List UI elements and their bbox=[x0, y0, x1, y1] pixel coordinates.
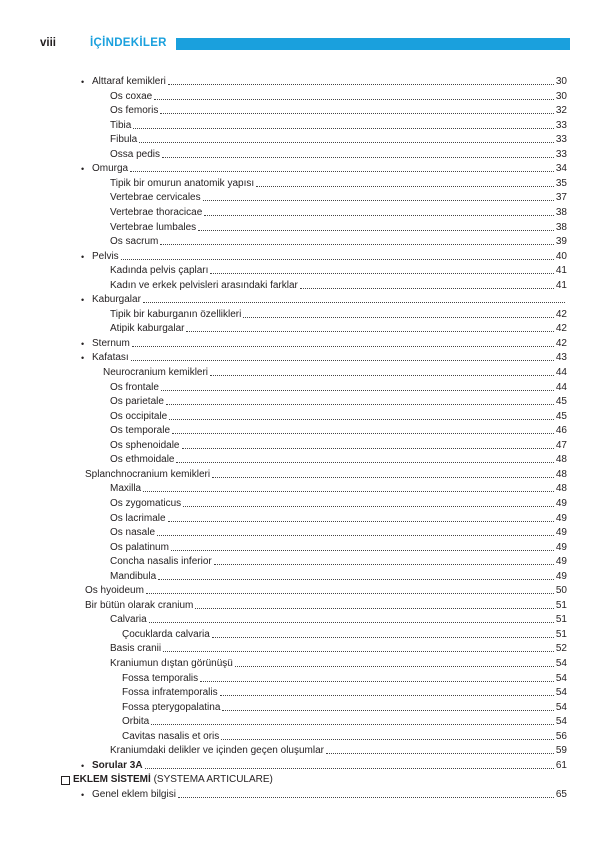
toc-entry-label: Kadında pelvis çapları bbox=[110, 265, 209, 277]
toc-entry bbox=[110, 526, 567, 540]
toc-entry-page: 42 bbox=[555, 323, 567, 335]
toc-entry-page: 38 bbox=[555, 221, 567, 233]
toc-entry-page: 48 bbox=[555, 468, 567, 480]
toc-entry bbox=[110, 381, 567, 395]
toc-entry-label: Os femoris bbox=[110, 105, 159, 117]
toc-entry-label: Vertebrae cervicales bbox=[110, 192, 201, 204]
toc-entry bbox=[92, 75, 567, 89]
toc-entry-label: Çocuklarda calvaria bbox=[122, 628, 210, 640]
bullet-icon: • bbox=[81, 760, 85, 771]
dot-leader bbox=[151, 715, 554, 725]
toc-entry-page: 32 bbox=[555, 105, 567, 117]
toc-entry-label: Os nasale bbox=[110, 527, 156, 539]
toc-entry-label: Os sacrum bbox=[110, 236, 159, 248]
toc-entry bbox=[122, 701, 567, 715]
dot-leader bbox=[172, 424, 554, 434]
toc-entry bbox=[110, 657, 567, 671]
toc-entry-page: 33 bbox=[555, 134, 567, 146]
toc-entry-label: Atipik kaburgalar bbox=[110, 323, 185, 335]
dot-leader bbox=[171, 541, 554, 551]
toc-entry-page: 51 bbox=[555, 599, 567, 611]
toc-entry-page: 30 bbox=[555, 76, 567, 87]
toc-entry-label: Os parietale bbox=[110, 396, 164, 408]
toc-entry bbox=[85, 584, 567, 598]
toc-entry-label: Ossa pedis bbox=[110, 148, 161, 160]
toc-entry-page: 56 bbox=[555, 730, 567, 742]
toc-entry bbox=[110, 177, 567, 191]
toc-entry-label: Kaburgalar bbox=[92, 294, 141, 306]
toc-entry-page: 49 bbox=[555, 497, 567, 509]
dot-leader bbox=[143, 482, 554, 492]
dot-leader bbox=[212, 628, 554, 638]
toc-entry-label: Fossa infratemporalis bbox=[122, 687, 218, 699]
toc-entry-label: Basis cranii bbox=[110, 643, 162, 655]
toc-entry-page: 42 bbox=[555, 337, 567, 349]
dot-leader bbox=[222, 701, 553, 711]
dot-leader bbox=[326, 744, 554, 754]
toc-entry bbox=[110, 308, 567, 322]
toc-entry bbox=[122, 628, 567, 642]
toc-entry bbox=[85, 599, 567, 613]
toc-entry-label: Fossa pterygopalatina bbox=[122, 701, 221, 713]
dot-leader bbox=[121, 250, 554, 260]
toc-entry bbox=[110, 453, 567, 467]
toc-entry-page: 48 bbox=[555, 454, 567, 466]
toc-entry-page: 52 bbox=[555, 643, 567, 655]
dot-leader bbox=[145, 759, 554, 769]
toc-entry bbox=[122, 672, 567, 686]
toc-entry-page: 49 bbox=[555, 556, 567, 568]
toc-entry bbox=[92, 351, 567, 365]
dot-leader bbox=[143, 293, 565, 303]
toc-entry-page: 54 bbox=[555, 658, 567, 669]
dot-leader bbox=[163, 642, 554, 652]
toc-entry-label: Os coxae bbox=[110, 90, 153, 102]
toc-entry-label: Tipik bir omurun anatomik yapısı bbox=[110, 177, 255, 189]
toc-entry-label: Fossa temporalis bbox=[122, 672, 199, 684]
toc-entry bbox=[110, 497, 567, 511]
toc-entry-label: Kraniumdaki delikler ve içinden geçen oluşumlar bbox=[110, 745, 324, 757]
dot-leader bbox=[220, 686, 554, 696]
toc-entry-page: 35 bbox=[555, 177, 567, 189]
toc-entry-label: Mandibula bbox=[110, 570, 157, 582]
dot-leader bbox=[168, 512, 554, 522]
dot-leader bbox=[132, 337, 554, 347]
toc-entry bbox=[110, 613, 567, 627]
bullet-icon: • bbox=[81, 789, 85, 800]
toc-entry-page: 65 bbox=[555, 788, 567, 800]
toc-entry-label: Orbita bbox=[122, 716, 150, 728]
bullet-icon: • bbox=[81, 295, 85, 306]
toc-entry-page: 33 bbox=[555, 119, 567, 131]
toc-entry-page: 45 bbox=[555, 410, 567, 422]
category-title bbox=[73, 773, 273, 787]
toc-entry-label: Bir bütün olarak cranium bbox=[85, 599, 194, 611]
toc-entry bbox=[110, 512, 567, 526]
dot-leader bbox=[198, 221, 554, 231]
toc-entry-label: Os lacrimale bbox=[110, 512, 166, 524]
dot-leader bbox=[221, 730, 554, 740]
bullet-icon: • bbox=[81, 251, 85, 262]
toc-entry bbox=[110, 642, 567, 656]
toc-entry bbox=[92, 759, 567, 773]
dot-leader bbox=[166, 395, 554, 405]
toc-entry bbox=[110, 541, 567, 555]
toc-entry-label: Fibula bbox=[110, 134, 138, 146]
page-header bbox=[0, 36, 611, 52]
toc-entry-page: 37 bbox=[555, 192, 567, 204]
toc-entry-page: 40 bbox=[555, 250, 567, 262]
toc-entry-label: Neurocranium kemikleri bbox=[103, 367, 209, 378]
toc-entry-label: Os frontale bbox=[110, 381, 159, 393]
toc-entry-label: Concha nasalis inferior bbox=[110, 556, 212, 568]
dot-leader bbox=[243, 308, 554, 318]
toc-entry-label: Maxilla bbox=[110, 483, 142, 495]
toc-entry bbox=[110, 744, 567, 758]
checkbox-icon bbox=[61, 776, 70, 785]
toc-entry-label: Kraniumun dıştan görünüşü bbox=[110, 658, 233, 669]
toc-entry-page: 41 bbox=[555, 279, 567, 291]
toc-entry bbox=[110, 482, 567, 496]
toc-entry-page: 45 bbox=[555, 396, 567, 408]
toc-entry-page: 54 bbox=[555, 716, 567, 728]
header-bar bbox=[176, 38, 570, 50]
toc-entry-page: 41 bbox=[555, 265, 567, 277]
dot-leader bbox=[195, 599, 553, 609]
toc-entry-page: 49 bbox=[555, 512, 567, 524]
toc-entry-label: Kafatası bbox=[92, 352, 129, 364]
toc-entry bbox=[122, 715, 567, 729]
dot-leader bbox=[169, 410, 554, 420]
dot-leader bbox=[210, 366, 554, 376]
toc-entry-page: 49 bbox=[555, 527, 567, 539]
toc-entry bbox=[110, 206, 567, 220]
toc-entry-label: Os occipitale bbox=[110, 410, 168, 422]
toc-entry-page: 39 bbox=[555, 236, 567, 248]
toc-entry-page: 51 bbox=[555, 628, 567, 640]
dot-leader bbox=[186, 322, 553, 332]
toc-entry-page: 54 bbox=[555, 687, 567, 699]
toc-entry bbox=[110, 264, 567, 278]
toc-entry bbox=[110, 322, 567, 336]
toc-entry-label: Cavitas nasalis et oris bbox=[122, 730, 220, 742]
toc-entry-page: 47 bbox=[555, 439, 567, 451]
toc-entry-label: Vertebrae lumbales bbox=[110, 221, 197, 233]
toc-entry-page: 44 bbox=[555, 367, 567, 378]
toc-entry-page: 48 bbox=[555, 483, 567, 495]
dot-leader bbox=[160, 104, 554, 114]
toc-entry bbox=[110, 235, 567, 249]
toc-entry-label: Tipik bir kaburganın özellikleri bbox=[110, 308, 242, 320]
toc-entry bbox=[85, 468, 567, 482]
dot-leader bbox=[256, 177, 554, 187]
dot-leader bbox=[139, 133, 554, 143]
toc-entry bbox=[110, 221, 567, 235]
dot-leader bbox=[200, 672, 554, 682]
toc-entry bbox=[110, 424, 567, 438]
toc-entry-label: Os temporale bbox=[110, 425, 171, 437]
dot-leader bbox=[212, 468, 554, 478]
page-number: viii bbox=[40, 37, 56, 49]
dot-leader bbox=[300, 279, 554, 289]
dot-leader bbox=[203, 191, 554, 201]
dot-leader bbox=[182, 439, 554, 449]
category-title-bold: EKLEM SİSTEMİ bbox=[73, 774, 151, 786]
bullet-icon: • bbox=[81, 164, 85, 175]
toc-entry-label: Os hyoideum bbox=[85, 585, 144, 597]
toc-entry bbox=[122, 730, 567, 744]
toc-entry-label: Calvaria bbox=[110, 614, 147, 626]
toc-entry-page: 49 bbox=[555, 541, 567, 553]
toc-entry-label: Pelvis bbox=[92, 250, 119, 262]
toc-entry bbox=[110, 90, 567, 104]
toc-entry-page: 59 bbox=[555, 745, 567, 757]
toc-entry-label: Splanchnocranium kemikleri bbox=[85, 468, 211, 480]
toc-entry-label: Sorular 3A bbox=[92, 759, 143, 771]
toc-entry-label: Omurga bbox=[92, 163, 129, 175]
dot-leader bbox=[235, 657, 554, 667]
bullet-icon: • bbox=[81, 77, 85, 87]
toc-entry bbox=[110, 133, 567, 147]
toc-entry bbox=[110, 570, 567, 584]
dot-leader bbox=[158, 570, 554, 580]
toc-entry-page: 46 bbox=[555, 425, 567, 437]
bullet-icon: • bbox=[81, 338, 85, 349]
toc-entry bbox=[110, 410, 567, 424]
toc-entry-label: Kadın ve erkek pelvisleri arasındaki farklar bbox=[110, 279, 298, 291]
toc-entry bbox=[122, 686, 567, 700]
toc-entry bbox=[110, 279, 567, 293]
dot-leader bbox=[133, 119, 554, 129]
toc-entry-page: 54 bbox=[555, 701, 567, 713]
toc-entry bbox=[103, 366, 567, 380]
toc-entry-label: Tibia bbox=[110, 119, 132, 131]
dot-leader bbox=[162, 148, 554, 158]
toc-entry-page: 44 bbox=[555, 381, 567, 393]
section-title: İÇİNDEKİLER bbox=[90, 37, 167, 49]
toc-entry-label: Os ethmoidale bbox=[110, 454, 175, 466]
toc-entry-label: Alttaraf kemikleri bbox=[92, 76, 166, 87]
dot-leader bbox=[176, 453, 553, 463]
toc-entry-label: Os zygomaticus bbox=[110, 497, 182, 509]
dot-leader bbox=[157, 526, 554, 536]
toc-entry bbox=[110, 439, 567, 453]
toc-entry bbox=[110, 555, 567, 569]
toc-entry-page: 61 bbox=[555, 759, 567, 771]
toc-entry bbox=[92, 337, 567, 351]
dot-leader bbox=[183, 497, 554, 507]
dot-leader bbox=[161, 381, 554, 391]
toc-entry-page: 30 bbox=[555, 90, 567, 102]
toc-entry-page: 43 bbox=[555, 352, 567, 364]
toc-entry-label: Os sphenoidale bbox=[110, 439, 180, 451]
category-subtitle: (SYSTEMA ARTICULARE) bbox=[150, 774, 273, 786]
toc-entry-page: 34 bbox=[555, 163, 567, 175]
toc-entry bbox=[110, 395, 567, 409]
dot-leader bbox=[149, 613, 554, 623]
toc-entry-page: 33 bbox=[555, 148, 567, 160]
toc-entry bbox=[110, 119, 567, 133]
toc-entry-page: 50 bbox=[555, 585, 567, 597]
dot-leader bbox=[130, 162, 554, 172]
toc-entry-label: Sternum bbox=[92, 337, 130, 349]
toc-entry bbox=[92, 788, 567, 802]
toc-entry-label: Genel eklem bilgisi bbox=[92, 788, 176, 800]
toc-entry-page: 54 bbox=[555, 672, 567, 684]
toc-entry bbox=[110, 104, 567, 118]
dot-leader bbox=[168, 75, 554, 85]
dot-leader bbox=[146, 584, 554, 594]
toc-entry bbox=[92, 293, 567, 307]
dot-leader bbox=[178, 788, 554, 798]
toc-entry-page: 38 bbox=[555, 206, 567, 218]
dot-leader bbox=[210, 264, 553, 274]
toc-entry bbox=[92, 250, 567, 264]
toc-entry bbox=[110, 191, 567, 205]
toc-entry bbox=[110, 148, 567, 162]
dot-leader bbox=[131, 351, 554, 361]
toc-entry-label: Os palatinum bbox=[110, 541, 169, 553]
dot-leader bbox=[160, 235, 554, 245]
dot-leader bbox=[204, 206, 554, 216]
toc-entry bbox=[92, 162, 567, 176]
dot-leader bbox=[154, 90, 554, 100]
dot-leader bbox=[214, 555, 554, 565]
toc-entry-label: Vertebrae thoracicae bbox=[110, 206, 203, 218]
toc-entry-page: 51 bbox=[555, 614, 567, 626]
toc-entry-page: 42 bbox=[555, 308, 567, 320]
bullet-icon: • bbox=[81, 353, 85, 364]
toc-entry-page: 49 bbox=[555, 570, 567, 582]
